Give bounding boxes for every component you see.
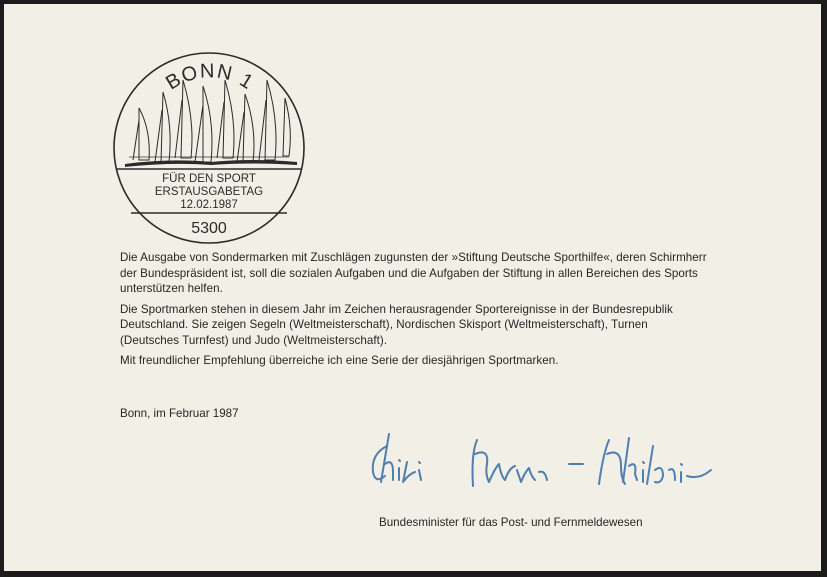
letter-paragraph-3: Mit freundlicher Empfehlung überreiche ich eine Serie der diesjährigen Sportmarken. — [120, 354, 559, 367]
letter-paragraph-1: Die Ausgabe von Sondermarken mit Zuschlägen zugunsten der »Stiftung Deutsche Sporthilfe«, deren Schirmherr der Bundespräsident ist, soll die sozialen Aufgaben und die Aufgaben der Stiftung in allen Bereichen des Sports unterstützen helfen. — [120, 251, 707, 295]
postmark-text-line2: ERSTAUSGABETAG — [154, 186, 264, 198]
sailboats-illustration — [133, 80, 290, 162]
postmark-text-line1: FÜR DEN SPORT — [162, 173, 256, 185]
svg-text:BONN 1 — [162, 60, 258, 94]
signer-title: Bundesminister für das Post- und Fernmeldewesen — [379, 516, 643, 529]
postmark-city: BONN 1 — [162, 60, 258, 95]
postmark-stamp-graphic — [111, 50, 308, 247]
letter-paragraph-2: Die Sportmarken stehen in diesem Jahr im Zeichen herausragender Sportereignisse in der Bundesrepublik Deutschland. Sie zeigen Segeln (Weltmeisterschaft), Nordischen Skisport (Weltmeisterschaft), Turnen (Deutsches Turnfest) und Judo (Weltmeisterschaft). — [120, 302, 673, 347]
first-day-postmark — [111, 50, 308, 247]
signature — [359, 424, 729, 514]
commemorative-card — [4, 4, 821, 571]
letter-body — [120, 250, 710, 374]
place-date: Bonn, im Februar 1987 — [120, 407, 239, 420]
postmark-date: 12.02.1987 — [180, 199, 238, 211]
postmark-postcode: 5300 — [191, 220, 227, 237]
handwritten-signature — [359, 424, 729, 514]
